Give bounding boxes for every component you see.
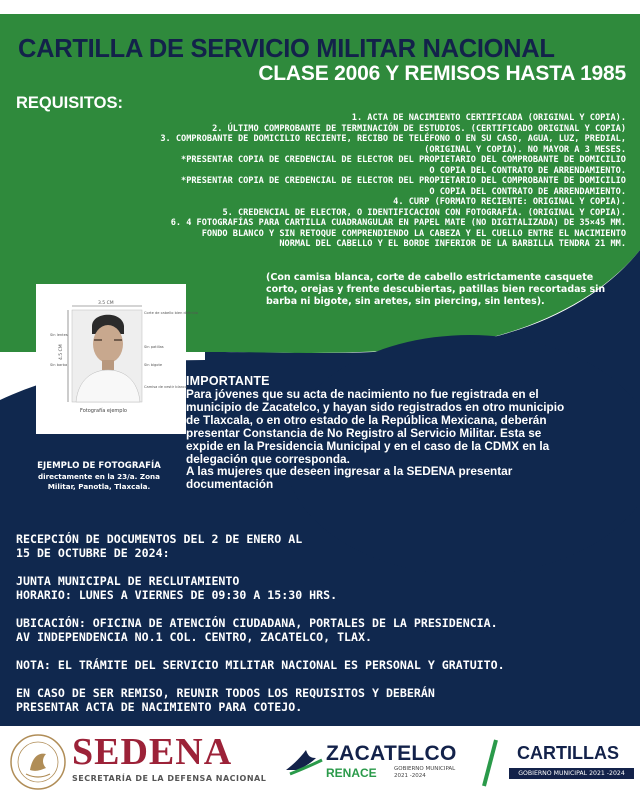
photo-height-label: 4.5 CM xyxy=(59,344,64,360)
requirement-line: 6. 4 FOTOGRAFÍAS PARA CARTILLA CUADRANGULAR EN PAPEL MATE (NO DIGITALIZADA) DE 35×45 MM. xyxy=(170,218,626,228)
requirement-line: *PRESENTAR COPIA DE CREDENCIAL DE ELECTOR DEL PROPIETARIO DEL COMPROBANTE DE DOMICILIO xyxy=(181,155,626,165)
renace-text: RENACE xyxy=(326,766,377,780)
requirement-line: 5. CREDENCIAL DE ELECTOR, O IDENTIFICACION CON FOTOGRAFÍA. (ORIGINAL Y COPIA). xyxy=(222,207,626,218)
sedena-logo-text: SEDENA xyxy=(72,731,233,773)
address-line: AV INDEPENDENCIA NO.1 COL. CENTRO, ZACATELCO, TLAX. xyxy=(16,630,372,644)
reception-line: 15 DE OCTUBRE DE 2024: xyxy=(16,546,170,560)
reception-line: RECEPCIÓN DE DOCUMENTOS DEL 2 DE ENERO AL xyxy=(16,532,303,546)
photo-label-glasses: Sin lentes xyxy=(50,333,68,337)
important-body: Para jóvenes que su acta de nacimiento no fue registrada en el municipio de Zacatelco, y hayan sido registrados en otro municipio de Tlaxcala, o en otro estado de la República Mexicana, deberán presentar Constancia de No Registro al Servicio Militar. Esta se expide en la Presidencia Municipal y en el caso de la CDMX en la delegación que corresponda. xyxy=(186,387,565,466)
requirements-list xyxy=(14,113,626,250)
cartillas-subtitle: GOBIERNO MUNICIPAL 2021 -2024 xyxy=(509,768,634,779)
photo-width-label: 3.5 CM xyxy=(98,301,114,306)
requirement-line: 4. CURP (FORMATO RECIENTE: ORIGINAL Y COPIA). xyxy=(393,197,626,207)
schedule-line: HORARIO: LUNES A VIERNES DE 09:30 A 15:30 HRS. xyxy=(16,588,338,602)
photo-label-shirt: Camisa de vestir blanca xyxy=(144,385,188,389)
cartillas-title: CARTILLAS xyxy=(517,743,619,763)
national-seal-icon xyxy=(8,732,68,792)
junta-line: JUNTA MUNICIPAL DE RECLUTAMIENTO xyxy=(16,574,240,588)
requirement-line: 1. ACTA DE NACIMIENTO CERTIFICADA (ORIGINAL Y COPIA). xyxy=(351,113,626,123)
municipal-government-line: GOBIERNO MUNICIPAL xyxy=(394,766,456,772)
photo-label-beard: Sin barba xyxy=(50,363,68,367)
requirement-line: NORMAL DEL CABELLO Y EL BORDE INFERIOR DE LA BARBILLA TENDRA 21 MM. xyxy=(279,239,626,249)
free-procedure-note: NOTA: EL TRÁMITE DEL SERVICIO MILITAR NACIONAL ES PERSONAL Y GRATUITO. xyxy=(16,658,505,672)
requirement-line: (ORIGINAL Y COPIA). NO MAYOR A 3 MESES. xyxy=(424,144,626,155)
important-women-note: A las mujeres que deseen ingresar a la SEDENA presentar documentación xyxy=(186,464,513,492)
important-section xyxy=(186,375,566,491)
recruitment-board xyxy=(16,574,626,602)
requirement-line: 3. COMPROBANTE DE DOMICILIO RECIENTE, RECIBO DE TELÉFONO O EN SU CASO, AGUA, LUZ, PREDIAL, xyxy=(160,134,626,144)
page-title: CARTILLA DE SERVICIO MILITAR NACIONAL xyxy=(18,35,555,63)
face-shape xyxy=(93,325,123,363)
photo-example-illustration xyxy=(36,284,199,434)
municipal-government-text xyxy=(394,766,455,779)
location-line: UBICACIÓN: OFICINA DE ATENCIÓN CIUDADANA, PORTALES DE LA PRESIDENCIA. xyxy=(16,616,498,630)
photo-label-sideburns: Sin patillas xyxy=(144,345,164,349)
photo-caption-line: Militar, Panotla, Tlaxcala. xyxy=(47,482,151,491)
photo-example-circle xyxy=(36,284,199,434)
remiso-block xyxy=(16,686,626,714)
important-heading: IMPORTANTE xyxy=(186,374,270,388)
photo-label-hair: Corte de cabello bien definido xyxy=(144,311,199,315)
zacatelco-logo-text: ZACATELCO xyxy=(326,742,457,765)
requirement-line: FONDO BLANCO Y SIN RETOQUE COMPRENDIENDO LA CABEZA Y EL CUELLO ENTRE EL NACIMIENTO xyxy=(201,228,626,239)
photo-requirements-note: (Con camisa blanca, corte de cabello estrictamente casquete corto, orejas y frente descubiertas, patillas bien recortadas sin barba ni bigote, sin aretes, sin piercing, sin lentes). xyxy=(266,272,606,307)
municipal-government-years: 2021 -2024 xyxy=(394,772,426,779)
divider-slash xyxy=(480,738,500,788)
zacatelco-logo-icon xyxy=(284,744,324,776)
remiso-line: EN CASO DE SER REMISO, REUNIR TODOS LOS REQUISITOS Y DEBERÁN xyxy=(16,686,435,700)
photo-caption xyxy=(14,461,184,492)
requirement-line: O COPIA DEL CONTRATO DE ARRENDAMIENTO. xyxy=(429,165,626,176)
reception-dates xyxy=(16,532,626,560)
photo-example-label: Fotografía ejemplo xyxy=(80,408,127,414)
remiso-line: PRESENTAR ACTA DE NACIMIENTO PARA COTEJO. xyxy=(16,700,303,714)
page-subtitle: CLASE 2006 Y REMISOS HASTA 1985 xyxy=(258,62,626,85)
photo-caption-title: EJEMPLO DE FOTOGRAFÍA xyxy=(37,461,161,471)
requirement-line: *PRESENTAR COPIA DE CREDENCIAL DE ELECTOR DEL PROPIETARIO DEL COMPROBANTE DE DOMICILIO xyxy=(181,176,626,186)
requirements-heading: REQUISITOS: xyxy=(16,94,123,112)
location-block xyxy=(16,616,626,644)
requirement-line: 2. ÚLTIMO COMPROBANTE DE TERMINACIÓN DE ESTUDIOS. (CERTIFICADO ORIGINAL Y COPIA) xyxy=(212,123,626,134)
photo-caption-line: directamente en la 23/a. Zona xyxy=(37,472,160,481)
requirement-line: O COPIA DEL CONTRATO DE ARRENDAMIENTO. xyxy=(429,186,626,197)
photo-label-mustache: Sin bigote xyxy=(144,363,163,367)
sedena-subtitle: SECRETARÍA DE LA DEFENSA NACIONAL xyxy=(72,774,267,783)
